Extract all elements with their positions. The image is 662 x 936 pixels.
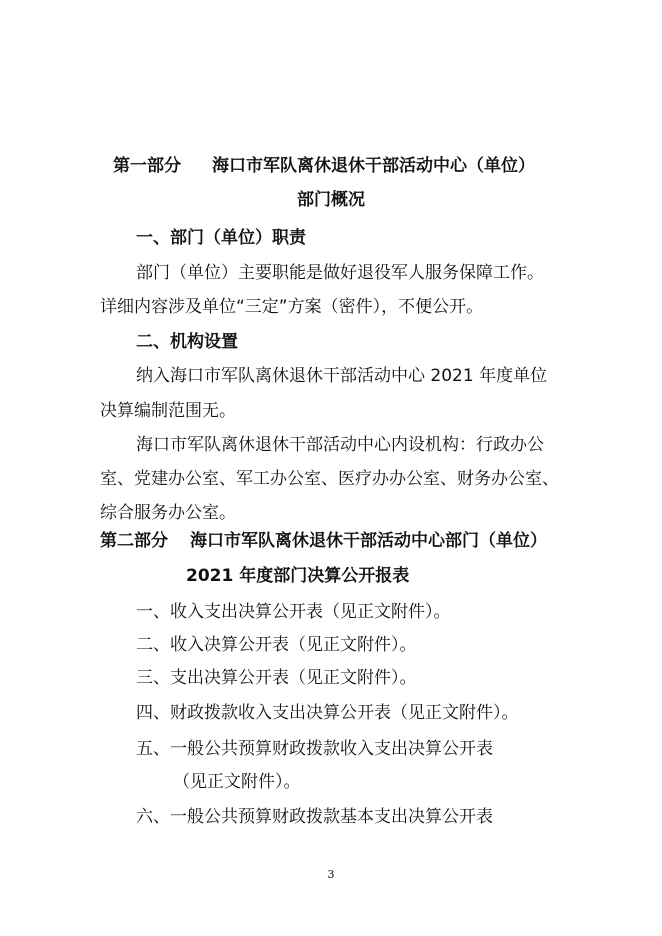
section2-paragraph-line: 海口市军队离休退休干部活动中心内设机构：行政办公	[136, 435, 544, 455]
part1-heading-title: 海口市军队离休退休干部活动中心（单位）	[212, 156, 535, 176]
part1-heading-line2: 部门概况	[297, 190, 365, 210]
section2-paragraph-line: 室、党建办公室、军工办公室、医疗办办公室、财务办公室、	[100, 469, 559, 489]
report-list-item: 四、财政拨款收入支出决算公开表（见正文附件）。	[136, 703, 519, 723]
report-list-item: 一、收入支出决算公开表（见正文附件）。	[136, 602, 451, 622]
part2-heading-title: 海口市军队离休退休干部活动中心部门（单位）	[190, 531, 547, 551]
part1-heading-label: 第一部分	[113, 156, 181, 176]
section1-title: 一、部门（单位）职责	[136, 228, 306, 248]
section2-title: 二、机构设置	[136, 332, 238, 352]
section2-paragraph-line: 综合服务办公室。	[100, 503, 236, 523]
report-list-item: 三、支出决算公开表（见正文附件）。	[136, 668, 417, 688]
section1-paragraph-line: 详细内容涉及单位“三定”方案（密件），不便公开。	[100, 297, 484, 317]
page-number: 3	[327, 868, 335, 881]
part2-heading-label: 第二部分	[100, 531, 168, 551]
part2-heading-line2: 2021 年度部门决算公开报表	[186, 566, 410, 586]
report-list-item-continuation: （见正文附件）。	[173, 772, 301, 792]
report-list-item: 五、一般公共预算财政拨款收入支出决算公开表	[136, 739, 493, 759]
section2-paragraph-line: 纳入海口市军队离休退休干部活动中心 2021 年度单位	[136, 366, 548, 386]
section2-paragraph-line: 决算编制范围无。	[100, 401, 236, 421]
report-list-item: 二、收入决算公开表（见正文附件）。	[136, 635, 417, 655]
section1-paragraph-line: 部门（单位）主要职能是做好退役军人服务保障工作。	[136, 263, 544, 283]
report-list-item: 六、一般公共预算财政拨款基本支出决算公开表	[136, 807, 493, 827]
